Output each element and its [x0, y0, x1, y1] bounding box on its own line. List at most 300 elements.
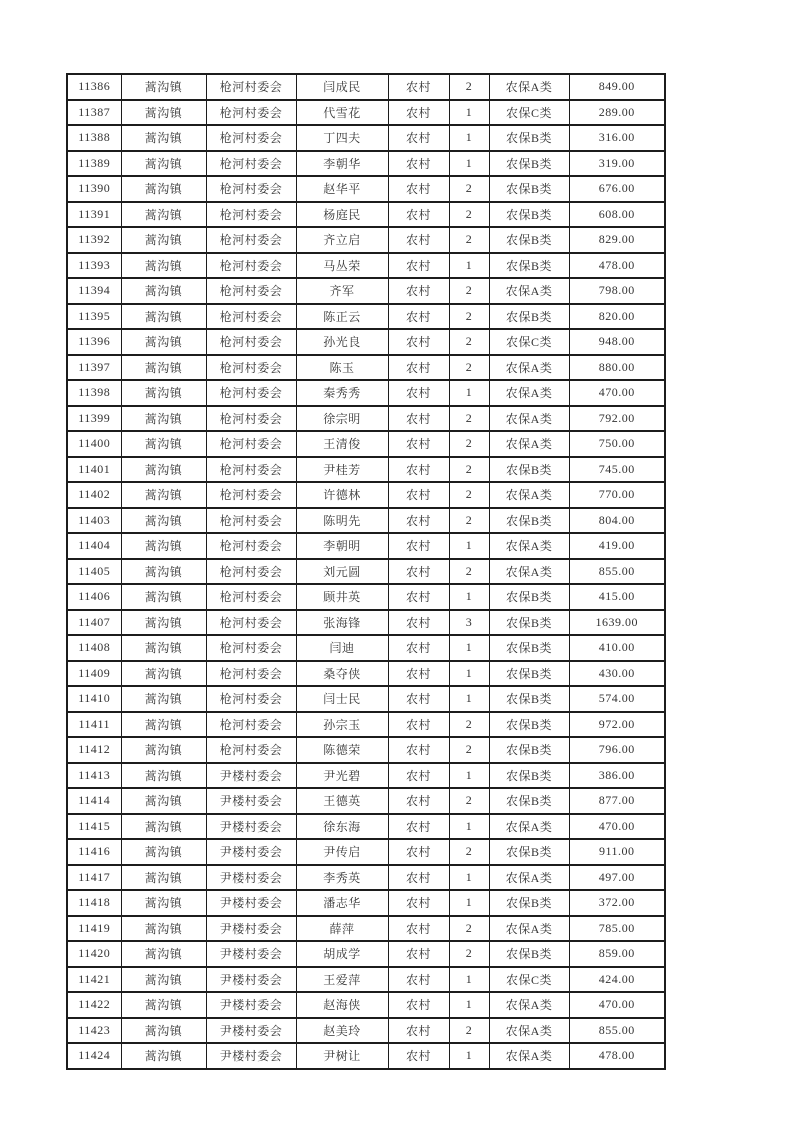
- cell-person-name: 赵海侠: [296, 992, 388, 1018]
- table-row: [67, 686, 665, 712]
- cell-person-count: 1: [449, 584, 489, 610]
- cell-person-name: 李秀英: [296, 865, 388, 891]
- cell-person-count: 2: [449, 712, 489, 738]
- cell-town: 蒿沟镇: [121, 125, 206, 151]
- cell-insurance-category: 农保A类: [489, 1043, 569, 1069]
- cell-town: 蒿沟镇: [121, 202, 206, 228]
- cell-residence-type: 农村: [388, 686, 449, 712]
- table-row: [67, 1043, 665, 1069]
- cell-record-id: 11386: [67, 74, 121, 100]
- cell-record-id: 11416: [67, 839, 121, 865]
- cell-amount: 829.00: [569, 227, 665, 253]
- cell-person-count: 1: [449, 1043, 489, 1069]
- cell-residence-type: 农村: [388, 763, 449, 789]
- cell-person-name: 尹桂芳: [296, 457, 388, 483]
- table-row: [67, 151, 665, 177]
- cell-amount: 497.00: [569, 865, 665, 891]
- cell-person-count: 1: [449, 380, 489, 406]
- cell-insurance-category: 农保A类: [489, 865, 569, 891]
- cell-insurance-category: 农保B类: [489, 202, 569, 228]
- cell-town: 蒿沟镇: [121, 737, 206, 763]
- cell-person-count: 2: [449, 227, 489, 253]
- cell-residence-type: 农村: [388, 737, 449, 763]
- cell-town: 蒿沟镇: [121, 661, 206, 687]
- table-row: [67, 916, 665, 942]
- cell-person-count: 1: [449, 253, 489, 279]
- cell-town: 蒿沟镇: [121, 1018, 206, 1044]
- cell-town: 蒿沟镇: [121, 839, 206, 865]
- cell-person-count: 2: [449, 508, 489, 534]
- cell-residence-type: 农村: [388, 202, 449, 228]
- cell-person-name: 代雪花: [296, 100, 388, 126]
- cell-village-committee: 枪河村委会: [206, 176, 296, 202]
- cell-village-committee: 枪河村委会: [206, 610, 296, 636]
- cell-residence-type: 农村: [388, 584, 449, 610]
- cell-village-committee: 尹楼村委会: [206, 890, 296, 916]
- cell-town: 蒿沟镇: [121, 788, 206, 814]
- table-row: [67, 125, 665, 151]
- table-row: [67, 74, 665, 100]
- cell-record-id: 11409: [67, 661, 121, 687]
- cell-insurance-category: 农保C类: [489, 967, 569, 993]
- cell-person-count: 1: [449, 865, 489, 891]
- cell-person-name: 顾井英: [296, 584, 388, 610]
- table-row: [67, 202, 665, 228]
- cell-residence-type: 农村: [388, 635, 449, 661]
- cell-person-name: 陈玉: [296, 355, 388, 381]
- cell-village-committee: 枪河村委会: [206, 125, 296, 151]
- cell-record-id: 11401: [67, 457, 121, 483]
- cell-record-id: 11414: [67, 788, 121, 814]
- cell-record-id: 11410: [67, 686, 121, 712]
- cell-insurance-category: 农保B类: [489, 941, 569, 967]
- table-row: [67, 635, 665, 661]
- cell-record-id: 11404: [67, 533, 121, 559]
- cell-person-name: 李朝华: [296, 151, 388, 177]
- cell-insurance-category: 农保B类: [489, 227, 569, 253]
- cell-record-id: 11399: [67, 406, 121, 432]
- cell-record-id: 11390: [67, 176, 121, 202]
- cell-village-committee: 枪河村委会: [206, 559, 296, 585]
- cell-amount: 470.00: [569, 380, 665, 406]
- cell-person-name: 潘志华: [296, 890, 388, 916]
- cell-person-name: 尹树让: [296, 1043, 388, 1069]
- table-row: [67, 610, 665, 636]
- cell-person-count: 2: [449, 1018, 489, 1044]
- cell-record-id: 11402: [67, 482, 121, 508]
- cell-amount: 911.00: [569, 839, 665, 865]
- cell-record-id: 11408: [67, 635, 121, 661]
- cell-amount: 386.00: [569, 763, 665, 789]
- cell-person-count: 1: [449, 100, 489, 126]
- cell-person-name: 徐东海: [296, 814, 388, 840]
- cell-village-committee: 枪河村委会: [206, 686, 296, 712]
- cell-town: 蒿沟镇: [121, 890, 206, 916]
- cell-residence-type: 农村: [388, 100, 449, 126]
- cell-insurance-category: 农保B类: [489, 788, 569, 814]
- cell-town: 蒿沟镇: [121, 941, 206, 967]
- cell-town: 蒿沟镇: [121, 610, 206, 636]
- cell-insurance-category: 农保B类: [489, 584, 569, 610]
- cell-record-id: 11411: [67, 712, 121, 738]
- cell-record-id: 11422: [67, 992, 121, 1018]
- table-row: [67, 967, 665, 993]
- cell-amount: 470.00: [569, 814, 665, 840]
- cell-town: 蒿沟镇: [121, 304, 206, 330]
- cell-person-name: 刘元圆: [296, 559, 388, 585]
- cell-amount: 676.00: [569, 176, 665, 202]
- benefit-roster-table-body: [67, 74, 665, 1069]
- cell-amount: 820.00: [569, 304, 665, 330]
- cell-person-count: 2: [449, 406, 489, 432]
- cell-town: 蒿沟镇: [121, 278, 206, 304]
- cell-insurance-category: 农保B类: [489, 635, 569, 661]
- cell-amount: 877.00: [569, 788, 665, 814]
- cell-village-committee: 尹楼村委会: [206, 1043, 296, 1069]
- benefit-roster-table-container: [66, 73, 664, 1070]
- cell-residence-type: 农村: [388, 559, 449, 585]
- cell-record-id: 11407: [67, 610, 121, 636]
- cell-town: 蒿沟镇: [121, 814, 206, 840]
- table-row: [67, 482, 665, 508]
- cell-amount: 785.00: [569, 916, 665, 942]
- cell-record-id: 11394: [67, 278, 121, 304]
- cell-person-count: 2: [449, 278, 489, 304]
- cell-residence-type: 农村: [388, 814, 449, 840]
- cell-residence-type: 农村: [388, 941, 449, 967]
- cell-residence-type: 农村: [388, 406, 449, 432]
- cell-village-committee: 枪河村委会: [206, 431, 296, 457]
- cell-person-count: 2: [449, 559, 489, 585]
- cell-amount: 608.00: [569, 202, 665, 228]
- cell-amount: 745.00: [569, 457, 665, 483]
- cell-person-name: 赵华平: [296, 176, 388, 202]
- cell-residence-type: 农村: [388, 508, 449, 534]
- cell-residence-type: 农村: [388, 431, 449, 457]
- cell-person-count: 2: [449, 202, 489, 228]
- cell-person-name: 徐宗明: [296, 406, 388, 432]
- cell-residence-type: 农村: [388, 533, 449, 559]
- cell-amount: 804.00: [569, 508, 665, 534]
- cell-person-count: 1: [449, 533, 489, 559]
- cell-village-committee: 尹楼村委会: [206, 941, 296, 967]
- cell-town: 蒿沟镇: [121, 176, 206, 202]
- cell-insurance-category: 农保B类: [489, 737, 569, 763]
- cell-insurance-category: 农保A类: [489, 380, 569, 406]
- cell-village-committee: 尹楼村委会: [206, 1018, 296, 1044]
- cell-person-count: 1: [449, 814, 489, 840]
- cell-amount: 415.00: [569, 584, 665, 610]
- cell-amount: 316.00: [569, 125, 665, 151]
- cell-person-name: 丁四夫: [296, 125, 388, 151]
- cell-residence-type: 农村: [388, 967, 449, 993]
- cell-amount: 792.00: [569, 406, 665, 432]
- table-row: [67, 533, 665, 559]
- cell-record-id: 11392: [67, 227, 121, 253]
- cell-person-name: 许德林: [296, 482, 388, 508]
- cell-residence-type: 农村: [388, 865, 449, 891]
- cell-person-name: 张海锋: [296, 610, 388, 636]
- cell-amount: 478.00: [569, 1043, 665, 1069]
- table-row: [67, 227, 665, 253]
- cell-person-name: 尹传启: [296, 839, 388, 865]
- cell-record-id: 11400: [67, 431, 121, 457]
- cell-person-count: 2: [449, 941, 489, 967]
- cell-village-committee: 尹楼村委会: [206, 788, 296, 814]
- cell-person-count: 1: [449, 967, 489, 993]
- cell-amount: 430.00: [569, 661, 665, 687]
- cell-residence-type: 农村: [388, 916, 449, 942]
- cell-record-id: 11395: [67, 304, 121, 330]
- cell-village-committee: 枪河村委会: [206, 635, 296, 661]
- cell-insurance-category: 农保B类: [489, 610, 569, 636]
- cell-village-committee: 枪河村委会: [206, 380, 296, 406]
- cell-amount: 855.00: [569, 1018, 665, 1044]
- cell-record-id: 11393: [67, 253, 121, 279]
- cell-person-count: 2: [449, 355, 489, 381]
- table-row: [67, 508, 665, 534]
- cell-insurance-category: 农保B类: [489, 176, 569, 202]
- cell-person-name: 孙光良: [296, 329, 388, 355]
- cell-person-name: 王爱萍: [296, 967, 388, 993]
- cell-person-name: 王清俊: [296, 431, 388, 457]
- cell-residence-type: 农村: [388, 304, 449, 330]
- cell-town: 蒿沟镇: [121, 1043, 206, 1069]
- cell-person-name: 闫士民: [296, 686, 388, 712]
- table-row: [67, 329, 665, 355]
- cell-amount: 859.00: [569, 941, 665, 967]
- cell-insurance-category: 农保A类: [489, 559, 569, 585]
- cell-person-name: 薛萍: [296, 916, 388, 942]
- cell-insurance-category: 农保B类: [489, 151, 569, 177]
- cell-insurance-category: 农保A类: [489, 992, 569, 1018]
- cell-amount: 289.00: [569, 100, 665, 126]
- cell-village-committee: 枪河村委会: [206, 74, 296, 100]
- cell-town: 蒿沟镇: [121, 100, 206, 126]
- cell-village-committee: 枪河村委会: [206, 737, 296, 763]
- cell-residence-type: 农村: [388, 176, 449, 202]
- cell-insurance-category: 农保B类: [489, 686, 569, 712]
- cell-insurance-category: 农保C类: [489, 329, 569, 355]
- cell-insurance-category: 农保A类: [489, 482, 569, 508]
- cell-amount: 410.00: [569, 635, 665, 661]
- cell-person-name: 陈正云: [296, 304, 388, 330]
- cell-person-count: 3: [449, 610, 489, 636]
- cell-town: 蒿沟镇: [121, 508, 206, 534]
- cell-village-committee: 尹楼村委会: [206, 763, 296, 789]
- cell-insurance-category: 农保B类: [489, 508, 569, 534]
- table-row: [67, 788, 665, 814]
- cell-record-id: 11424: [67, 1043, 121, 1069]
- cell-amount: 574.00: [569, 686, 665, 712]
- cell-village-committee: 枪河村委会: [206, 482, 296, 508]
- cell-person-name: 孙宗玉: [296, 712, 388, 738]
- cell-amount: 796.00: [569, 737, 665, 763]
- cell-town: 蒿沟镇: [121, 992, 206, 1018]
- cell-insurance-category: 农保A类: [489, 916, 569, 942]
- table-row: [67, 406, 665, 432]
- cell-amount: 972.00: [569, 712, 665, 738]
- cell-residence-type: 农村: [388, 355, 449, 381]
- cell-residence-type: 农村: [388, 992, 449, 1018]
- cell-residence-type: 农村: [388, 890, 449, 916]
- table-row: [67, 278, 665, 304]
- table-row: [67, 457, 665, 483]
- cell-record-id: 11398: [67, 380, 121, 406]
- cell-person-count: 1: [449, 661, 489, 687]
- cell-record-id: 11389: [67, 151, 121, 177]
- cell-amount: 1639.00: [569, 610, 665, 636]
- cell-insurance-category: 农保A类: [489, 1018, 569, 1044]
- cell-person-name: 杨庭民: [296, 202, 388, 228]
- cell-town: 蒿沟镇: [121, 559, 206, 585]
- cell-record-id: 11423: [67, 1018, 121, 1044]
- cell-record-id: 11421: [67, 967, 121, 993]
- cell-person-count: 2: [449, 457, 489, 483]
- cell-person-name: 闫迪: [296, 635, 388, 661]
- cell-person-name: 李朝明: [296, 533, 388, 559]
- cell-person-count: 2: [449, 839, 489, 865]
- cell-person-name: 桑夺侠: [296, 661, 388, 687]
- cell-amount: 849.00: [569, 74, 665, 100]
- cell-residence-type: 农村: [388, 74, 449, 100]
- cell-town: 蒿沟镇: [121, 916, 206, 942]
- cell-residence-type: 农村: [388, 253, 449, 279]
- cell-amount: 478.00: [569, 253, 665, 279]
- cell-person-count: 1: [449, 992, 489, 1018]
- cell-record-id: 11419: [67, 916, 121, 942]
- cell-village-committee: 尹楼村委会: [206, 916, 296, 942]
- cell-amount: 880.00: [569, 355, 665, 381]
- cell-village-committee: 尹楼村委会: [206, 865, 296, 891]
- cell-person-count: 2: [449, 916, 489, 942]
- cell-village-committee: 枪河村委会: [206, 457, 296, 483]
- cell-residence-type: 农村: [388, 125, 449, 151]
- cell-town: 蒿沟镇: [121, 329, 206, 355]
- table-row: [67, 304, 665, 330]
- cell-town: 蒿沟镇: [121, 635, 206, 661]
- cell-person-name: 胡成学: [296, 941, 388, 967]
- benefit-roster-table: [66, 73, 666, 1070]
- cell-person-name: 陈德荣: [296, 737, 388, 763]
- cell-village-committee: 枪河村委会: [206, 329, 296, 355]
- cell-insurance-category: 农保A类: [489, 533, 569, 559]
- cell-person-count: 2: [449, 431, 489, 457]
- cell-town: 蒿沟镇: [121, 533, 206, 559]
- table-row: [67, 1018, 665, 1044]
- table-row: [67, 584, 665, 610]
- cell-person-name: 陈明先: [296, 508, 388, 534]
- cell-amount: 948.00: [569, 329, 665, 355]
- cell-town: 蒿沟镇: [121, 151, 206, 177]
- cell-village-committee: 枪河村委会: [206, 278, 296, 304]
- cell-village-committee: 枪河村委会: [206, 253, 296, 279]
- cell-residence-type: 农村: [388, 457, 449, 483]
- cell-record-id: 11388: [67, 125, 121, 151]
- table-row: [67, 890, 665, 916]
- table-row: [67, 431, 665, 457]
- cell-insurance-category: 农保B类: [489, 253, 569, 279]
- table-row: [67, 661, 665, 687]
- table-row: [67, 559, 665, 585]
- cell-town: 蒿沟镇: [121, 380, 206, 406]
- cell-record-id: 11403: [67, 508, 121, 534]
- cell-insurance-category: 农保B类: [489, 304, 569, 330]
- cell-village-committee: 尹楼村委会: [206, 814, 296, 840]
- cell-record-id: 11417: [67, 865, 121, 891]
- cell-person-count: 1: [449, 151, 489, 177]
- cell-town: 蒿沟镇: [121, 482, 206, 508]
- cell-residence-type: 农村: [388, 712, 449, 738]
- cell-insurance-category: 农保B类: [489, 125, 569, 151]
- cell-village-committee: 尹楼村委会: [206, 967, 296, 993]
- cell-insurance-category: 农保A类: [489, 406, 569, 432]
- cell-village-committee: 枪河村委会: [206, 406, 296, 432]
- cell-village-committee: 尹楼村委会: [206, 992, 296, 1018]
- cell-record-id: 11415: [67, 814, 121, 840]
- cell-person-count: 2: [449, 788, 489, 814]
- cell-record-id: 11387: [67, 100, 121, 126]
- cell-town: 蒿沟镇: [121, 686, 206, 712]
- cell-residence-type: 农村: [388, 610, 449, 636]
- cell-village-committee: 枪河村委会: [206, 355, 296, 381]
- cell-person-count: 1: [449, 686, 489, 712]
- table-row: [67, 992, 665, 1018]
- cell-person-count: 2: [449, 176, 489, 202]
- cell-person-count: 1: [449, 763, 489, 789]
- cell-village-committee: 枪河村委会: [206, 100, 296, 126]
- cell-person-name: 齐立启: [296, 227, 388, 253]
- cell-amount: 770.00: [569, 482, 665, 508]
- cell-record-id: 11391: [67, 202, 121, 228]
- cell-person-name: 尹光碧: [296, 763, 388, 789]
- cell-insurance-category: 农保A类: [489, 74, 569, 100]
- cell-town: 蒿沟镇: [121, 355, 206, 381]
- cell-insurance-category: 农保C类: [489, 100, 569, 126]
- cell-residence-type: 农村: [388, 661, 449, 687]
- table-row: [67, 100, 665, 126]
- cell-residence-type: 农村: [388, 380, 449, 406]
- cell-person-count: 2: [449, 74, 489, 100]
- cell-insurance-category: 农保A类: [489, 278, 569, 304]
- table-row: [67, 712, 665, 738]
- cell-record-id: 11413: [67, 763, 121, 789]
- cell-town: 蒿沟镇: [121, 865, 206, 891]
- cell-person-count: 2: [449, 304, 489, 330]
- cell-village-committee: 枪河村委会: [206, 533, 296, 559]
- cell-person-name: 马丛荣: [296, 253, 388, 279]
- cell-insurance-category: 农保B类: [489, 457, 569, 483]
- cell-town: 蒿沟镇: [121, 431, 206, 457]
- cell-town: 蒿沟镇: [121, 967, 206, 993]
- cell-town: 蒿沟镇: [121, 712, 206, 738]
- cell-residence-type: 农村: [388, 482, 449, 508]
- table-row: [67, 814, 665, 840]
- cell-person-count: 2: [449, 329, 489, 355]
- cell-record-id: 11420: [67, 941, 121, 967]
- cell-village-committee: 枪河村委会: [206, 712, 296, 738]
- cell-person-count: 1: [449, 125, 489, 151]
- cell-person-count: 1: [449, 635, 489, 661]
- cell-amount: 419.00: [569, 533, 665, 559]
- table-row: [67, 253, 665, 279]
- cell-village-committee: 枪河村委会: [206, 151, 296, 177]
- cell-person-name: 赵美玲: [296, 1018, 388, 1044]
- cell-insurance-category: 农保A类: [489, 431, 569, 457]
- cell-town: 蒿沟镇: [121, 763, 206, 789]
- cell-amount: 798.00: [569, 278, 665, 304]
- cell-village-committee: 尹楼村委会: [206, 839, 296, 865]
